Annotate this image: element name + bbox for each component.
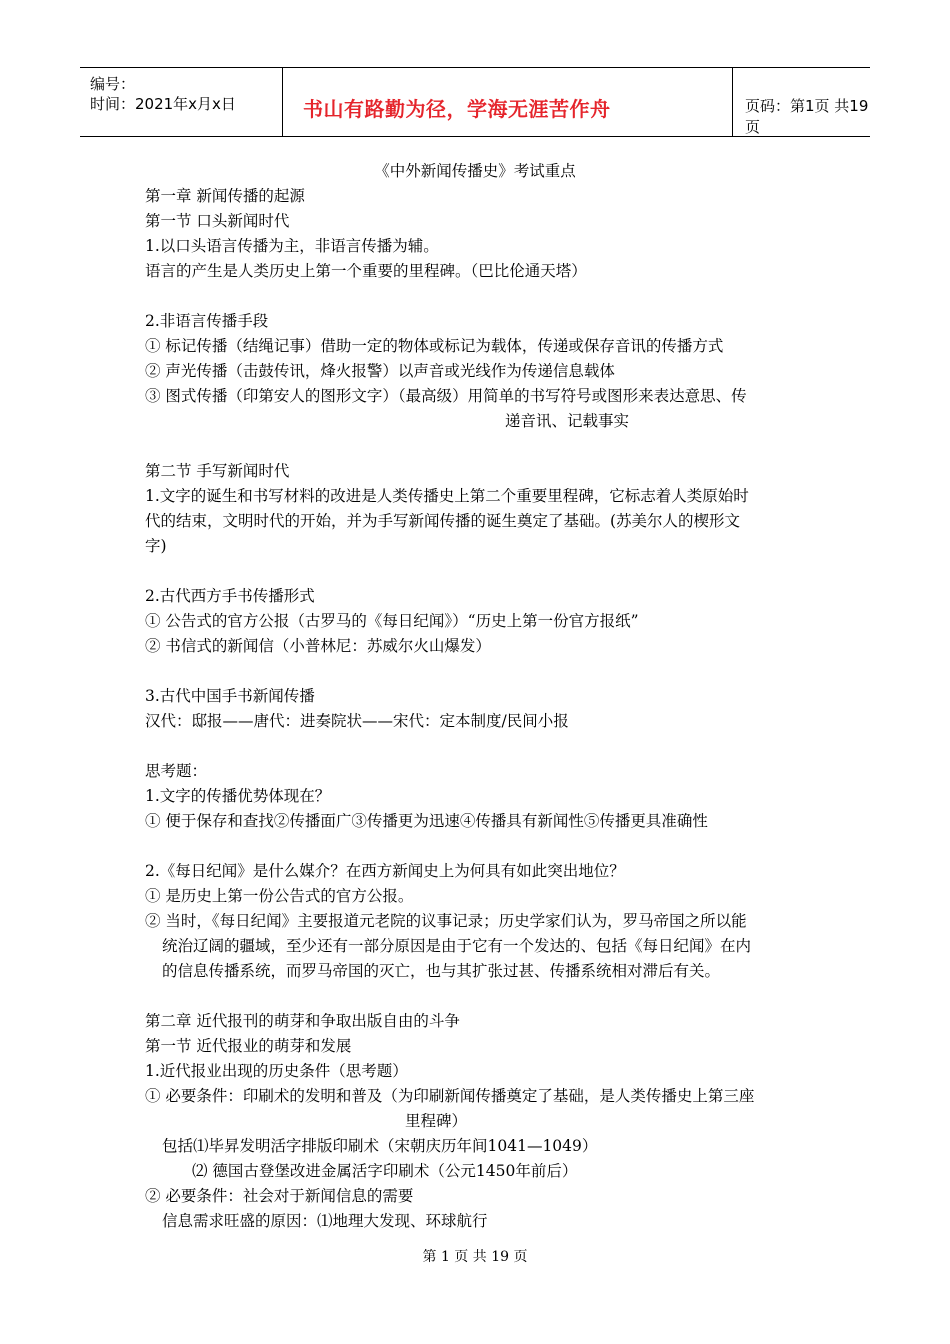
- text-line: ② 当时，《每日纪闻》主要报道元老院的议事记录；历史学家们认为，罗马帝国之所以能: [145, 912, 747, 930]
- text-line: 2.《每日纪闻》是什么媒介？在西方新闻史上为何具有如此突出地位？: [145, 862, 625, 880]
- text-line: 代的结束，文明时代的开始，并为手写新闻传播的诞生奠定了基础。(苏美尔人的楔形文: [145, 512, 741, 530]
- text-line: ② 书信式的新闻信（小普林尼：苏威尔火山爆发）: [145, 637, 491, 655]
- text-line: 1.文字的传播优势体现在？: [145, 787, 331, 805]
- text-line: ① 标记传播（结绳记事）借助一定的物体或标记为载体，传递或保存音讯的传播方式: [145, 337, 724, 355]
- text-line: ① 必要条件：印刷术的发明和普及（为印刷新闻传播奠定了基础，是人类传播史上第三座: [145, 1087, 755, 1105]
- section-heading: 第二节 手写新闻时代: [145, 462, 290, 480]
- section-heading: 第一节 近代报业的萌芽和发展: [145, 1037, 352, 1055]
- text-line: 1.近代报业出现的历史条件（思考题）: [145, 1062, 408, 1080]
- text-line: ③ 图式传播（印第安人的图形文字）（最高级）用简单的书写符号或图形来表达意思、传: [145, 387, 747, 405]
- text-line: 统治辽阔的疆域，至少还有一部分原因是由于它有一个发达的、包括《每日纪闻》在内: [162, 937, 752, 955]
- header-right-cell: [733, 68, 870, 136]
- header-left-cell: [80, 68, 283, 136]
- text-line: 1.文字的诞生和书写材料的改进是人类传播史上第二个重要里程碑，它标志着人类原始时: [145, 487, 749, 505]
- text-line: 3.古代中国手书新闻传播: [145, 687, 315, 705]
- text-line: 2.非语言传播手段: [145, 312, 269, 330]
- header-table: [80, 67, 870, 137]
- text-line: ② 声光传播（击鼓传讯，烽火报警）以声音或光线作为传递信息载体: [145, 362, 615, 380]
- text-line: 1.以口头语言传播为主，非语言传播为辅。: [145, 237, 439, 255]
- header-middle-cell: [283, 68, 733, 136]
- page-footer: 第 1 页 共 19 页: [422, 1249, 528, 1265]
- text-line: 的信息传播系统，而罗马帝国的灭亡，也与其扩张过甚、传播系统相对滞后有关。: [162, 962, 721, 980]
- text-line: 语言的产生是人类历史上第一个重要的里程碑。（巴比伦通天塔）: [145, 262, 587, 280]
- text-line: ⑵ 德国古登堡改进金属活字印刷术（公元1450年前后）: [192, 1162, 578, 1180]
- page-info: 页码：第1页 共19页: [745, 97, 869, 136]
- section-heading: 第一节 口头新闻时代: [145, 212, 290, 230]
- text-line: 信息需求旺盛的原因：⑴地理大发现、环球航行: [162, 1212, 488, 1230]
- motto: 书山有路勤为径，学海无涯苦作舟: [303, 97, 611, 121]
- chapter-heading: 第一章 新闻传播的起源: [145, 187, 305, 205]
- text-line: 2.古代西方手书传播形式: [145, 587, 315, 605]
- text-line: ② 必要条件：社会对于新闻信息的需要: [145, 1187, 414, 1205]
- text-line: ① 公告式的官方公报（古罗马的《每日纪闻》）“历史上第一份官方报纸”: [145, 612, 639, 630]
- text-line: ① 是历史上第一份公告式的官方公报。: [145, 887, 414, 905]
- time-label: 时间：2021年x月x日: [90, 95, 236, 113]
- text-line: 字): [145, 537, 167, 555]
- chapter-heading: 第二章 近代报刊的萌芽和争取出版自由的斗争: [145, 1012, 460, 1030]
- document-title: 《中外新闻传播史》考试重点: [374, 162, 576, 180]
- text-line: 递音讯、记载事实: [505, 412, 630, 430]
- text-line: 思考题：: [145, 762, 208, 780]
- text-line: ① 便于保存和查找②传播面广③传播更为迅速④传播具有新闻性⑤传播更具准确性: [145, 812, 708, 830]
- text-line: 里程碑）: [405, 1112, 468, 1130]
- text-line: 汉代：邸报——唐代：进奏院状——宋代：定本制度/民间小报: [145, 712, 569, 730]
- number-label: 编号：: [90, 75, 136, 93]
- text-line: 包括⑴毕昇发明活字排版印刷术（宋朝庆历年间1041—1049）: [162, 1137, 598, 1155]
